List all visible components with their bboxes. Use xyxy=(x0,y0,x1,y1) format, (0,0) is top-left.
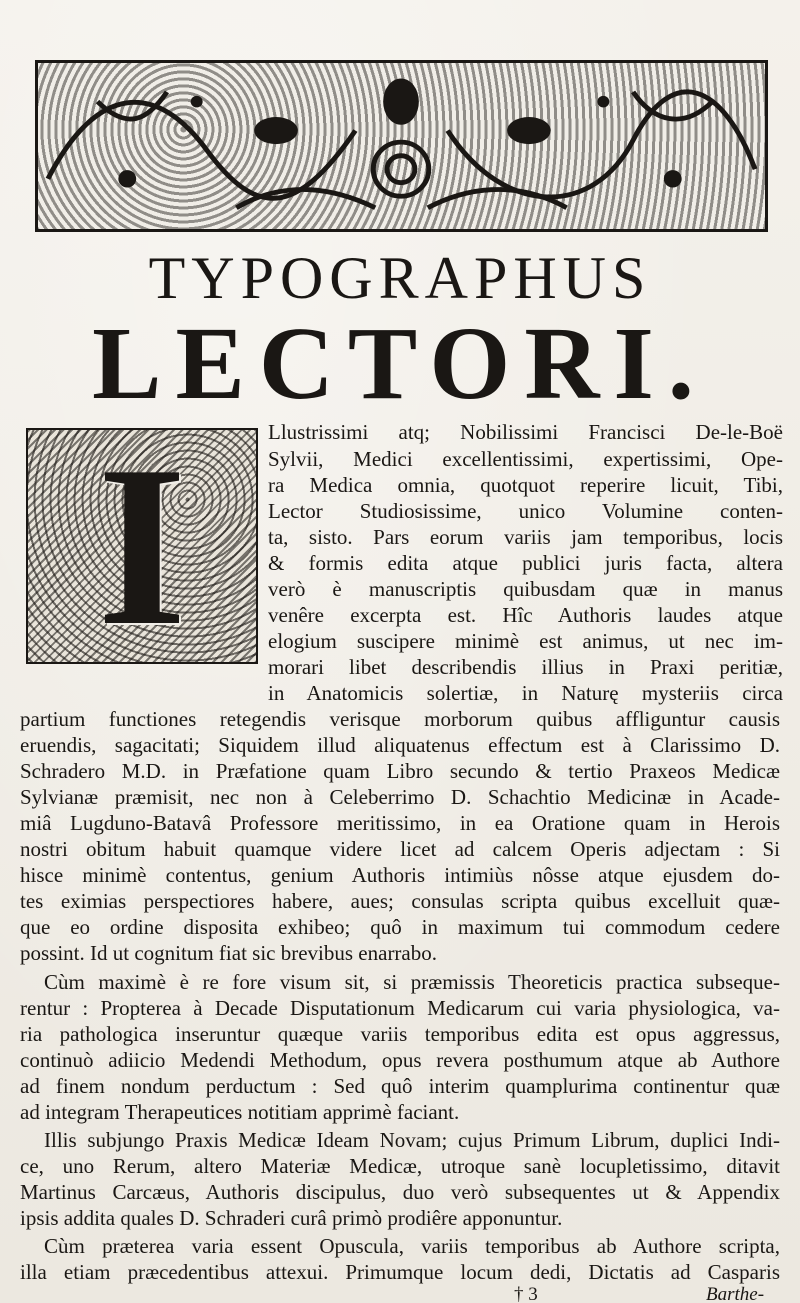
text-line: que eo ordine disposita exhibeo; quô in maximum tui commodum cedere xyxy=(20,915,780,939)
text-line: verò è manuscriptis quibusdam quæ in manus xyxy=(268,577,783,601)
initial-letter: I xyxy=(97,428,187,664)
text-line: Lector Studiosissime, unico Volumine conten- xyxy=(268,499,783,523)
text-line: ria pathologica inseruntur quæque variis temporibus edita est opus aggressus, xyxy=(20,1022,780,1046)
text-line: in Anatomicis solertiæ, in Naturę mysteriis circa xyxy=(268,681,783,705)
text-line: Cùm præterea varia essent Opuscula, variis temporibus ab Authore scripta, xyxy=(44,1234,780,1258)
text-line: nostri obitum habuit quamque videre licet ad calcem Operis adjectam : Si xyxy=(20,837,780,861)
text-line: rentur : Propterea à Decade Disputationum Medicarum cui varia physiologica, va- xyxy=(20,996,780,1020)
text-line: & formis edita atque publici juris facta, altera xyxy=(268,551,783,575)
text-line: Sylvianæ præmisit, nec non à Celeberrimo D. Schachtio Medicinæ in Acade- xyxy=(20,785,780,809)
signature-mark: † 3 xyxy=(514,1284,538,1303)
text-line: continuò adiicio Medendi Methodum, opus revera posthumum atque ab Authore xyxy=(20,1048,780,1072)
page-heading-typographus: TYPOGRAPHUS xyxy=(148,245,652,311)
ornamental-headpiece xyxy=(35,60,768,232)
text-line: Cùm maximè è re fore visum sit, si præmissis Theoreticis practica subseque- xyxy=(44,970,780,994)
text-line: elogium suscipere minimè est animus, ut nec im- xyxy=(268,629,783,653)
text-line: ad finem nondum perductum : Sed quô interim quamplurima continentur quæ xyxy=(20,1074,780,1098)
catchword: Barthe- xyxy=(706,1284,765,1303)
text-line: Sylvii, Medici excellentissimi, expertissimi, Ope- xyxy=(268,447,783,471)
text-line: partium functiones retegendis verisque morborum quibus affliguntur causis xyxy=(20,707,780,731)
text-line: miâ Lugduno-Batavâ Professore meritissimo, in ea Oratione quam in Herois xyxy=(20,811,780,835)
text-line: ra Medica omnia, quotquot reperire licuit, Tibi, xyxy=(268,473,783,497)
text-line: ce, uno Rerum, altero Materiæ Medicæ, utroque sanè locupletissimo, ditavit xyxy=(20,1154,780,1178)
text-line: venêre excerpta est. Hîc Authoris laudes atque xyxy=(268,603,783,627)
text-line: Schradero M.D. in Præfatione quam Libro secundo & tertio Praxeos Medicæ xyxy=(20,759,780,783)
text-line: ad integram Therapeutices notitiam apprimè faciant. xyxy=(20,1100,460,1124)
text-line: possint. Id ut cognitum fiat sic brevibus enarrabo. xyxy=(20,941,437,965)
text-line: illa etiam præcedentibus attexui. Primumque locum dedi, Dictatis ad Casparis xyxy=(20,1260,780,1284)
text-line: hisce minimè contentus, genium Authoris intimiùs nôsse atque ejusdem do- xyxy=(20,863,780,887)
text-line: Martinus Carcæus, Authoris discipulus, duo verò subsequentes ut & Appendix xyxy=(20,1180,780,1204)
text-line: ipsis addita quales D. Schraderi curâ primò prodiêre apponuntur. xyxy=(20,1206,563,1230)
text-line: tes eximias perspectiores habere, aues; consulas scripta quibus excelluit quæ- xyxy=(20,889,780,913)
decorated-initial xyxy=(26,428,258,664)
page-heading-lectori: LECTORI. xyxy=(92,306,708,421)
text-line: Illis subjungo Praxis Medicæ Ideam Novam; cujus Primum Librum, duplici Indi- xyxy=(44,1128,780,1152)
text-line: ta, sisto. Pars eorum variis jam temporibus, locis xyxy=(268,525,783,549)
ornament-icon xyxy=(38,63,765,229)
text-line: morari libet describendis illius in Praxi peritiæ, xyxy=(268,655,783,679)
text-line: eruendis, sagacitati; Siquidem illud aliquatenus effectum est à Clarissimo D. xyxy=(20,733,780,757)
text-line: Llustrissimi atq; Nobilissimi Francisci De-le-Boë xyxy=(268,420,783,444)
